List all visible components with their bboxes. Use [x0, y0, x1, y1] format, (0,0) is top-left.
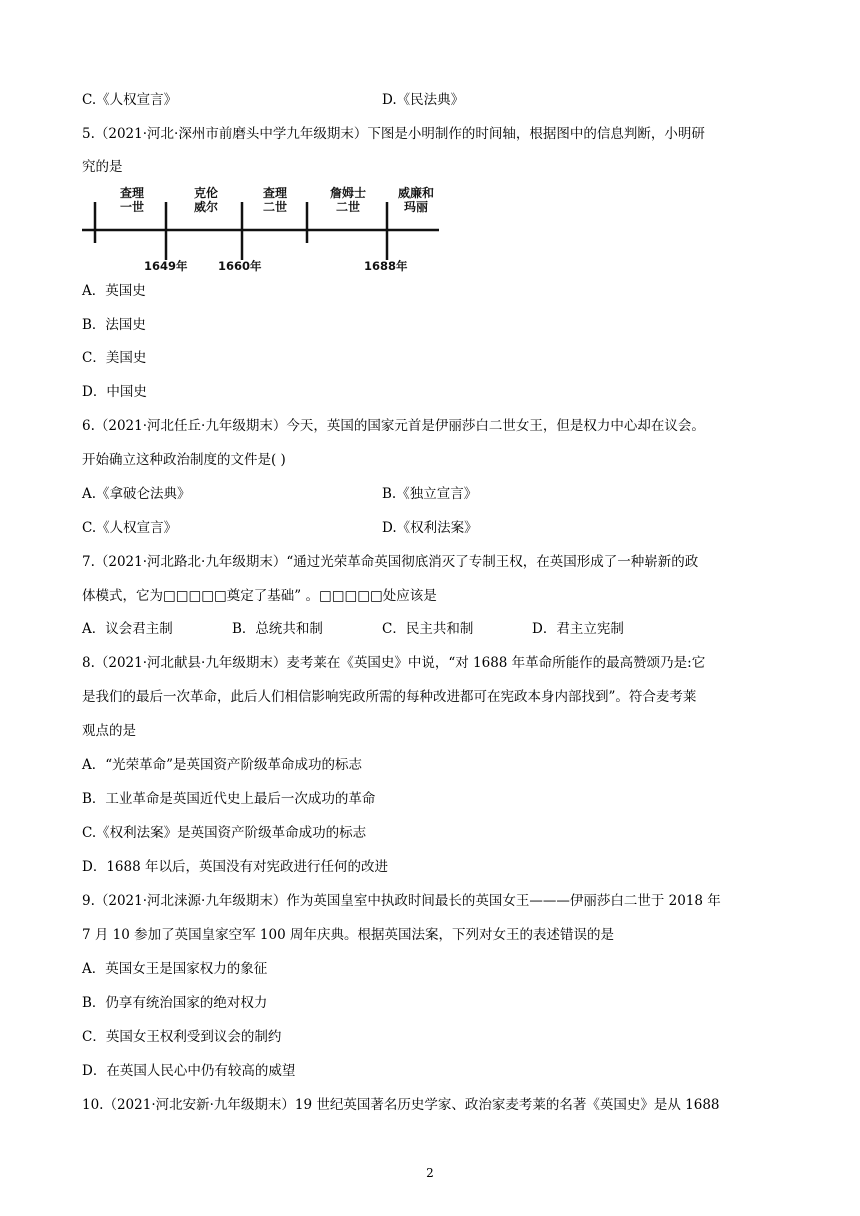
q8-option-d: D．1688 年以后，英国没有对宪政进行任何的改进	[82, 859, 388, 875]
q6-option-c: C.《人权宣言》	[82, 520, 178, 536]
q5-option-b: B．法国史	[82, 317, 146, 333]
timeline-label-william-mary: 威廉和 玛丽	[397, 186, 434, 214]
q6-option-b: B.《独立宣言》	[382, 486, 478, 502]
timeline-year-1660: 1660年	[218, 259, 262, 273]
timeline-label-charles-i: 查理 一世	[119, 186, 144, 214]
q9-option-a: A．英国女王是国家权力的象征	[82, 961, 268, 977]
q7-option-b: B．总统共和制	[232, 621, 323, 637]
q5-option-c: C．美国史	[82, 350, 147, 366]
page-number: 2	[426, 1166, 434, 1180]
q6-option-a: A.《拿破仑法典》	[82, 486, 191, 502]
q10-stem-line1: 10.（2021·河北安新·九年级期末）19 世纪英国著名历史学家、政治家麦考莱的名著《英国史》是从 1688	[82, 1097, 720, 1113]
q5-option-a: A．英国史	[82, 283, 146, 299]
q6-option-d: D.《权利法案》	[382, 520, 478, 536]
q8-option-c: C.《权利法案》是英国资产阶级革命成功的标志	[82, 825, 367, 841]
q9-option-d: D．在英国人民心中仍有较高的威望	[82, 1063, 296, 1079]
q8-stem-line2: 是我们的最后一次革命，此后人们相信影响宪政所需的每种改进都可在宪政本身内部找到”。符合麦考莱	[82, 689, 697, 705]
q4-option-c: C.《人权宣言》	[82, 92, 178, 108]
timeline-figure	[82, 180, 442, 276]
timeline-year-1688: 1688年	[364, 259, 408, 273]
timeline-label-cromwell: 克伦 威尔	[193, 186, 218, 214]
q5-option-d: D．中国史	[82, 384, 147, 400]
q7-option-a: A．议会君主制	[82, 621, 173, 637]
q7-option-c: C．民主共和制	[382, 621, 474, 637]
q6-stem-line2: 开始确立这种政治制度的文件是( )	[82, 452, 286, 468]
q4-option-d: D.《民法典》	[382, 92, 465, 108]
q8-option-b: B．工业革命是英国近代史上最后一次成功的革命	[82, 791, 376, 807]
q8-stem-line3: 观点的是	[82, 723, 136, 739]
timeline-year-1649: 1649年	[144, 259, 188, 273]
q8-option-a: A．“光荣革命”是英国资产阶级革命成功的标志	[82, 757, 363, 773]
q9-stem-line2: 7 月 10 参加了英国皇家空军 100 周年庆典。根据英国法案，下列对女王的表述错误的是	[82, 927, 614, 943]
timeline-label-james-ii: 詹姆士 二世	[329, 186, 366, 214]
q7-stem-line2: 体模式，它为□□□□□奠定了基础” 。□□□□□处应该是	[82, 588, 437, 604]
q5-stem-line2: 究的是	[82, 159, 123, 175]
q5-stem-line1: 5.（2021·河北·深州市前磨头中学九年级期末）下图是小明制作的时间轴，根据图中的信息判断，小明研	[82, 126, 705, 142]
q8-stem-line1: 8.（2021·河北献县·九年级期末）麦考莱在《英国史》中说，“对 1688 年革命所能作的最高赞颂乃是:它	[82, 655, 706, 671]
q6-stem-line1: 6.（2021·河北任丘·九年级期末）今天，英国的国家元首是伊丽莎白二世女王，但是权力中心却在议会。	[82, 418, 705, 434]
q9-stem-line1: 9.（2021·河北涞源·九年级期末）作为英国皇室中执政时间最长的英国女王———伊丽莎白二世于 2018 年	[82, 893, 721, 909]
q7-option-d: D．君主立宪制	[532, 621, 624, 637]
q7-stem-line1: 7.（2021·河北路北·九年级期末）“通过光荣革命英国彻底消灭了专制王权，在英国形成了一种崭新的政	[82, 554, 699, 570]
q9-option-b: B．仍享有统治国家的绝对权力	[82, 995, 268, 1011]
q9-option-c: C．英国女王权利受到议会的制约	[82, 1029, 282, 1045]
timeline-label-charles-ii: 查理 二世	[262, 186, 287, 214]
